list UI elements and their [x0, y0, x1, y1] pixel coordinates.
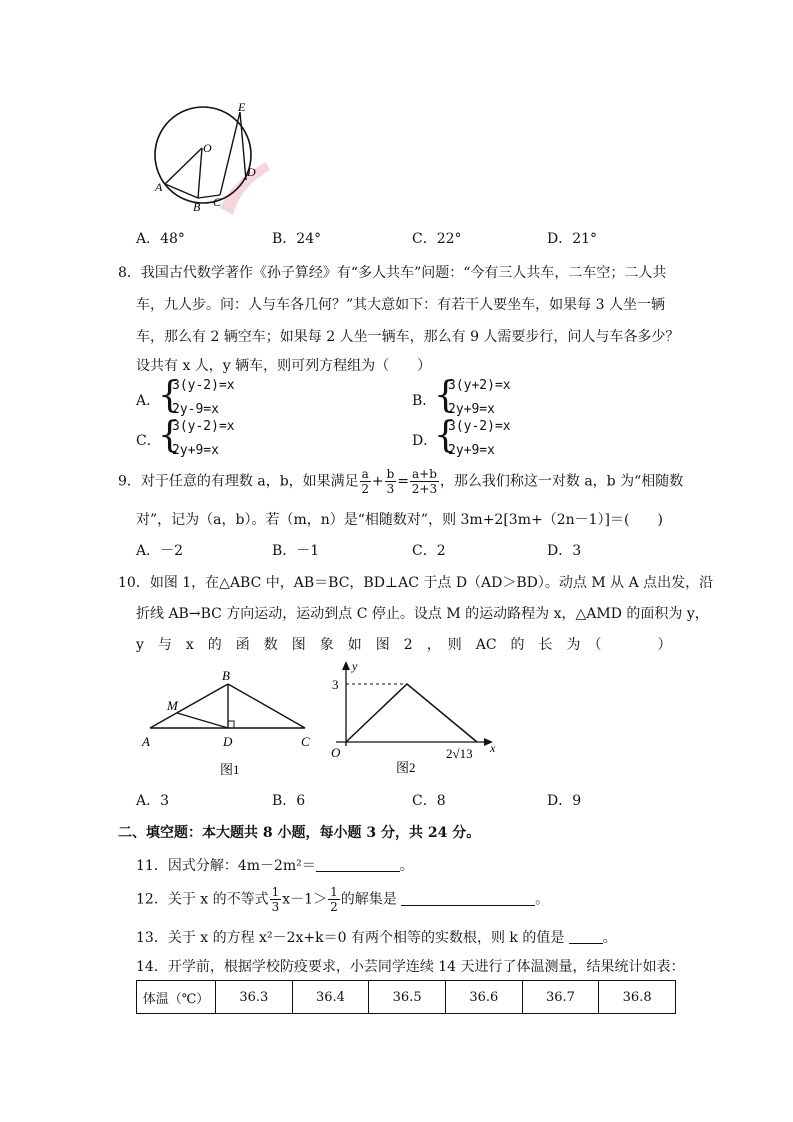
q8-option-c-label: C．	[136, 433, 161, 449]
q10-figure-1	[140, 664, 320, 779]
q12-suffix: 的解集是	[340, 891, 402, 908]
segment-md	[177, 713, 228, 728]
q8-option-a-eq1: 3(y-2)=x	[172, 378, 235, 393]
segment-ob	[198, 148, 202, 198]
q8-option-d-eq1: 3(y-2)=x	[448, 419, 511, 434]
label-y-3: 3	[332, 677, 339, 692]
q13-end: 。	[602, 930, 617, 946]
q8-option-d-brace: {	[434, 415, 457, 456]
q11-end: 。	[399, 858, 414, 874]
q11	[136, 855, 414, 875]
q10-line-1: 10．如图 1，在△ABC 中，AB＝BC，BD⊥AC 于点 D（AD＞BD）。动点 M 从 A 点出发，沿	[118, 575, 714, 591]
segment-ao	[165, 148, 202, 184]
q9-frac-a2-den: 2	[361, 482, 370, 496]
q9-frac-sum	[410, 467, 439, 496]
q10-option-d: D．9	[547, 793, 582, 809]
section-2-title: 二、填空题：本大题共 8 小题，每小题 3 分，共 24 分。	[118, 825, 481, 841]
q9-eq: =	[397, 473, 409, 490]
q12-end: 。	[535, 891, 550, 908]
q12-frac-third-den: 3	[271, 900, 280, 914]
table-cell: 36.3	[216, 981, 293, 1014]
label-b: B	[222, 668, 230, 683]
segment-ab	[150, 684, 228, 728]
segment-de	[240, 112, 246, 180]
q7-option-d: D．21°	[547, 231, 598, 247]
q10-option-a: A．3	[136, 793, 170, 809]
q12-frac-third	[270, 885, 282, 914]
table-cell: 36.4	[292, 981, 369, 1014]
q8-option-c-eq2: 2y+9=x	[172, 443, 219, 458]
segment-bc	[228, 684, 305, 728]
q7-circle-figure	[148, 100, 278, 220]
q8-option-b-eq1: 3(y+2)=x	[448, 378, 511, 393]
q7-option-a: A．48°	[136, 231, 185, 247]
segment-ab	[165, 184, 198, 198]
q9-line-2: 对”，记为（a，b）。若（m，n）是“相随数对”，则 3m+2[3m+（2n－1）]＝( )	[136, 512, 663, 528]
q10-option-c: C．8	[412, 793, 446, 809]
label-x-2sqrt13: 2√13	[446, 746, 473, 761]
q8-option-b-brace: {	[434, 375, 457, 416]
q9-plus: +	[371, 473, 384, 490]
q12	[136, 885, 549, 914]
right-angle-mark	[228, 721, 234, 728]
q7-option-b: B．24°	[272, 231, 322, 247]
label-y: y	[352, 659, 358, 673]
q8-option-a-brace: {	[158, 375, 181, 416]
q9-frac-sum-den: 2+3	[411, 482, 438, 496]
segment-ce	[220, 112, 240, 195]
label-o: O	[203, 141, 212, 155]
table-cell: 36.7	[522, 981, 599, 1014]
q14-text: 14．开学前，根据学校防疫要求，小芸同学连续 14 天进行了体温测量，结果统计如表：	[136, 959, 685, 975]
q9-suffix: ，那么我们称这一对数 a，b 为“相随数	[439, 473, 684, 490]
table-cell: 36.5	[369, 981, 446, 1014]
q10-option-b: B．6	[272, 793, 306, 809]
q9-prefix: 9．对于任意的有理数 a，b，如果满足	[118, 473, 359, 490]
q12-frac-half-den: 2	[330, 900, 338, 914]
table-cell: 36.8	[599, 981, 676, 1014]
q8-option-a-eq2: 2y-9=x	[172, 402, 219, 417]
q8-option-b-eq2: 2y+9=x	[448, 402, 495, 417]
q12-answer-blank[interactable]	[401, 891, 535, 906]
q8-option-b-label: B．	[412, 393, 437, 409]
q10-line-3: y 与 x 的 函 数 图 象 如 图 2 ， 则 AC 的 长 为 （ ）	[136, 637, 672, 653]
label-x: x	[490, 741, 496, 755]
q12-mid: x－1＞	[282, 891, 328, 908]
q8-option-d-label: D．	[412, 433, 438, 449]
q8-line-4: 设共有 x 人，y 辆车，则可列方程组为（ ）	[136, 358, 432, 374]
table-cell: 36.6	[445, 981, 522, 1014]
circle	[155, 107, 251, 203]
q12-frac-half	[328, 885, 340, 914]
label-a: A	[142, 734, 150, 749]
label-d: D	[247, 165, 256, 179]
q13-answer-blank[interactable]	[569, 929, 603, 944]
q9-frac-b3-den: 3	[386, 482, 395, 496]
label-c: C	[301, 734, 310, 749]
label-a: A	[155, 180, 163, 194]
q8-line-3: 车，那么有 2 辆空车；如果每 2 人坐一辆车，那么有 9 人需要步行，问人与车各多少？	[136, 329, 680, 345]
q12-prefix: 12．关于 x 的不等式	[136, 891, 269, 908]
q8-line-1: 8．我国古代数学著作《孙子算经》有“多人共车”问题：“今有三人共车，二车空；二人共	[118, 265, 667, 281]
label-m: M	[167, 698, 178, 713]
q9-option-c: C．2	[412, 543, 446, 559]
q9-frac-sum-num: a+b	[411, 467, 437, 481]
q8-option-a-label: A．	[136, 393, 161, 409]
q9-option-b: B．－1	[272, 543, 320, 559]
label-d: D	[223, 734, 233, 749]
q14-temperature-table	[136, 980, 676, 1014]
q9-frac-a2-num: a	[361, 467, 369, 481]
q10-line-2: 折线 AB→BC 方向运动，运动到点 C 停止。设点 M 的运动路程为 x，△AMD 的面积为 y，	[136, 606, 709, 622]
q9-frac-a2	[360, 467, 371, 496]
q11-answer-blank[interactable]	[316, 857, 400, 872]
caption-fig1: 图1	[220, 762, 240, 777]
label-c: C	[213, 195, 222, 209]
q10-figure-2	[322, 656, 507, 781]
q9-frac-b3-num: b	[386, 467, 395, 481]
y-axis-arrow	[342, 661, 350, 670]
q11-text: 11．因式分解：4m－2m²＝	[136, 858, 316, 874]
q12-frac-third-num: 1	[271, 885, 280, 899]
q13	[136, 927, 617, 947]
q7-option-c: C．22°	[412, 231, 462, 247]
function-graph	[346, 684, 477, 742]
q9-option-a: A．－2	[136, 543, 184, 559]
q9-line-1	[118, 467, 683, 496]
label-origin: O	[331, 745, 341, 760]
q13-text: 13．关于 x 的方程 x²－2x+k＝0 有两个相等的实数根，则 k 的值是	[136, 930, 569, 946]
caption-fig2: 图2	[396, 760, 416, 775]
table-header-cell: 体温（℃）	[137, 981, 216, 1014]
table-row	[137, 981, 676, 1014]
q8-option-c-brace: {	[158, 415, 181, 456]
q8-option-d-eq2: 2y+9=x	[448, 443, 495, 458]
q8-option-c-eq1: 3(y-2)=x	[172, 419, 235, 434]
q12-frac-half-num: 1	[330, 885, 338, 899]
q8-line-2: 车，九人步。问：人与车各几何？”其大意如下：有若干人要坐车，如果每 3 人坐一辆	[136, 297, 665, 313]
q9-option-d: D．3	[547, 543, 582, 559]
label-b: B	[193, 200, 201, 214]
q9-frac-b3	[385, 467, 397, 496]
label-e: E	[238, 100, 246, 114]
